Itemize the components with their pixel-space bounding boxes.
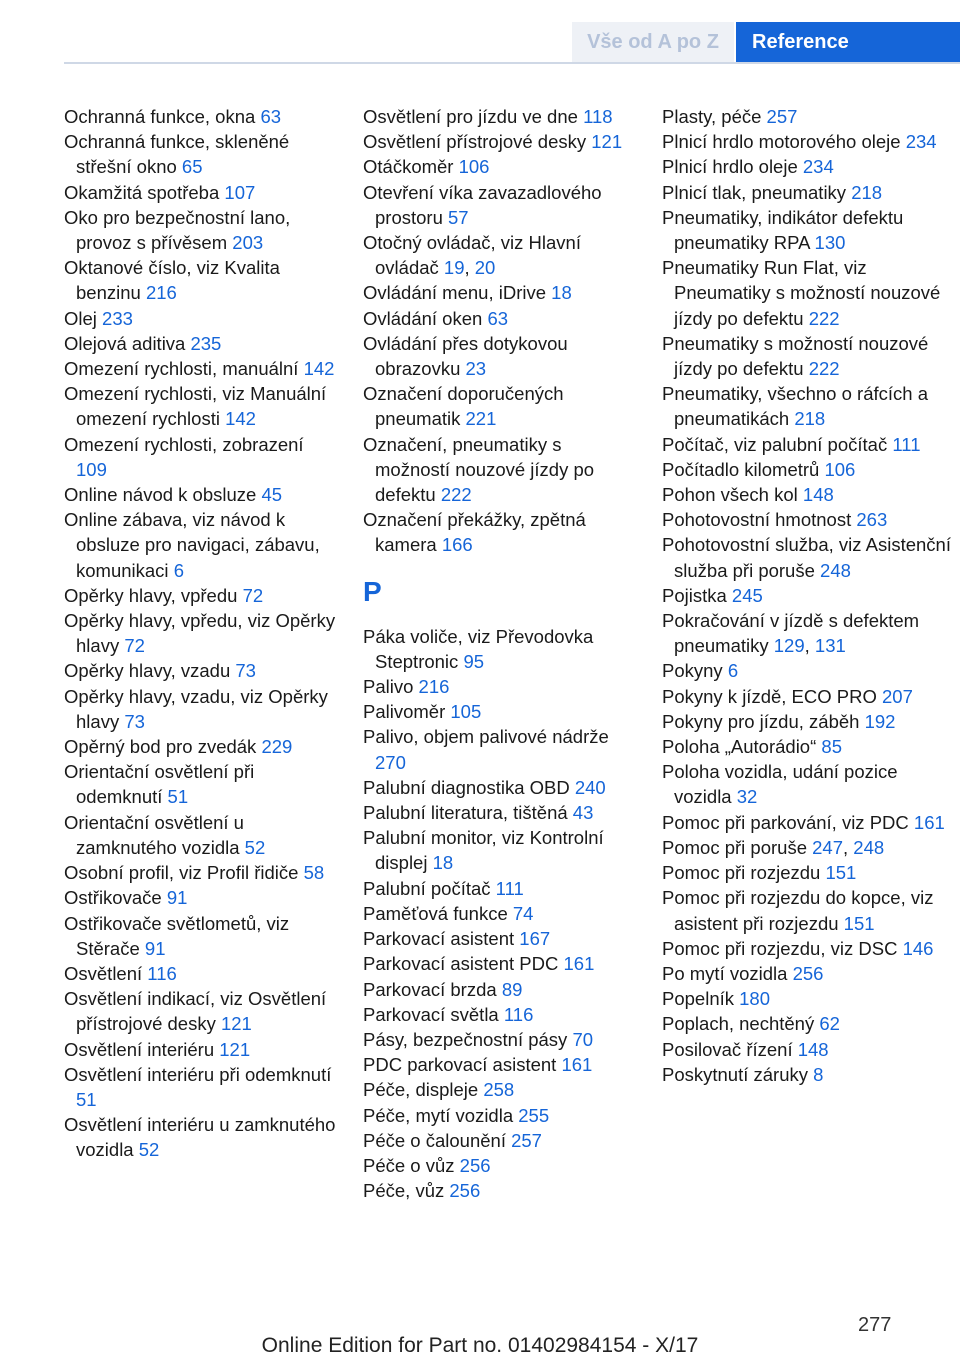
index-entry xyxy=(662,759,952,809)
index-entry-label: Pokračování v jízdě s defektem pneumatiky xyxy=(662,610,920,657)
page-link[interactable]: 151 xyxy=(843,912,875,934)
page-link[interactable]: 23 xyxy=(465,358,487,380)
index-entry-label: Označení doporučených pneumatik xyxy=(363,383,564,430)
index-entry xyxy=(363,951,635,976)
index-entry xyxy=(363,674,635,699)
index-entry-label: Ochranná funkce, skleněné střešní okno xyxy=(64,131,290,178)
page-link[interactable]: 222 xyxy=(808,307,840,329)
page-link[interactable]: 91 xyxy=(166,887,188,909)
index-entry-label: Ostřikovače světlometů, viz Stěrače xyxy=(64,912,290,959)
index-entry-label: Pomoc při poruše xyxy=(662,836,813,858)
index-entry-label: Osvětlení indikací, viz Osvětlení přístrojové desky xyxy=(64,988,327,1035)
index-entry-label: Palubní diagnostika OBD xyxy=(363,776,575,798)
index-entry xyxy=(64,180,336,205)
index-entry-label: Opěrky hlavy, vzadu xyxy=(64,660,236,682)
index-entry-label: Pokyny pro jízdu, záběh xyxy=(662,710,865,732)
page-link[interactable]: 51 xyxy=(76,1088,97,1110)
index-entry xyxy=(662,180,952,205)
page-link[interactable]: 95 xyxy=(463,650,485,672)
index-entry xyxy=(662,482,952,507)
page-link[interactable]: 91 xyxy=(144,937,166,959)
page-link[interactable]: 18 xyxy=(432,852,454,874)
page-link[interactable]: 70 xyxy=(572,1028,594,1050)
index-entry-label: Osvětlení interiéru při odemknutí xyxy=(64,1063,332,1085)
index-entry-label: Pomoc při rozjezdu do kopce, viz asistent při rozjezdu xyxy=(662,887,934,934)
page-link[interactable]: 19 xyxy=(443,257,465,279)
page-link[interactable]: 257 xyxy=(511,1129,542,1151)
index-entry xyxy=(363,825,635,875)
page-link[interactable]: 89 xyxy=(501,978,523,1000)
index-entry-label: Palubní počítač xyxy=(363,877,496,899)
index-entry xyxy=(64,885,336,910)
index-entry xyxy=(662,205,952,255)
index-entry xyxy=(363,331,635,381)
page-link[interactable]: 58 xyxy=(303,862,325,884)
index-entry xyxy=(363,724,635,774)
index-entry-label: Osvětlení přístrojové desky xyxy=(363,131,592,153)
index-entry xyxy=(662,129,952,154)
index-entry xyxy=(363,800,635,825)
index-entry-label: Orientační osvětlení u zamknutého vozidla xyxy=(64,811,245,858)
page-link[interactable]: 161 xyxy=(563,953,595,975)
index-entry-label: Po mytí vozidla xyxy=(662,962,793,984)
index-entry-label: Parkovací brzda xyxy=(363,978,502,1000)
page-link[interactable]: 148 xyxy=(802,484,834,506)
index-entry xyxy=(64,961,336,986)
page-link[interactable]: 131 xyxy=(814,635,846,657)
index-entry-label: Otočný ovládač, viz Hlavní ovládač xyxy=(363,232,581,279)
page-link[interactable]: 256 xyxy=(792,962,824,984)
page-link[interactable]: 258 xyxy=(483,1079,515,1101)
page-link[interactable]: 161 xyxy=(913,811,945,833)
index-entry xyxy=(64,381,336,431)
index-entry-label: Osvětlení xyxy=(64,962,148,984)
index-entry xyxy=(662,381,952,431)
index-entry xyxy=(662,432,952,457)
page-link[interactable]: 111 xyxy=(892,433,921,455)
page-link[interactable]: 129 xyxy=(773,635,805,657)
page-link[interactable]: 6 xyxy=(727,660,739,682)
index-entry xyxy=(363,1178,635,1203)
page-link[interactable]: 203 xyxy=(232,232,264,254)
index-entry xyxy=(662,255,952,331)
index-entry xyxy=(662,986,952,1011)
page-link[interactable]: 221 xyxy=(465,408,497,430)
page-link[interactable]: 32 xyxy=(736,786,758,808)
index-entry xyxy=(64,255,336,305)
index-entry-label: Opěrky hlavy, vpředu, viz Opěrky hlavy xyxy=(64,610,336,657)
index-entry-label: Opěrky hlavy, vzadu, viz Opěrky hlavy xyxy=(64,685,328,732)
index-entry xyxy=(363,1103,635,1128)
index-entry-label: Osobní profil, viz Profil řidiče xyxy=(64,862,304,884)
page-link[interactable]: 270 xyxy=(375,751,406,773)
page-link[interactable]: 256 xyxy=(449,1180,481,1202)
index-entry xyxy=(64,507,336,583)
page-link[interactable]: 245 xyxy=(731,584,763,606)
index-entry xyxy=(363,381,635,431)
page-link[interactable]: 74 xyxy=(512,902,534,924)
index-entry xyxy=(662,154,952,179)
page-link[interactable]: 218 xyxy=(851,181,883,203)
index-entry-label: Pohotovostní služba, viz Asistenční služba při poruše xyxy=(662,534,951,581)
page-link[interactable]: 6 xyxy=(173,559,184,581)
index-entry-label: Paměťová funkce xyxy=(363,902,513,924)
page-link[interactable]: 52 xyxy=(244,836,266,858)
page-link[interactable]: 8 xyxy=(813,1063,824,1085)
index-entry xyxy=(662,583,952,608)
index-entry-label: Omezení rychlosti, manuální xyxy=(64,358,304,380)
index-entry: Otočný ovládač, viz Hlavní ovládač 19, 20 xyxy=(363,232,581,279)
index-column-3 xyxy=(662,104,952,1087)
index-entry xyxy=(64,759,336,809)
page-link[interactable]: 73 xyxy=(124,710,145,732)
page-link[interactable]: 229 xyxy=(261,736,293,758)
index-entry-label: Parkovací světla xyxy=(363,1003,504,1025)
index-entry-label: Plasty, péče xyxy=(662,106,767,127)
index-entry-label: Poloha „Autorádio“ xyxy=(662,736,822,758)
index-entry-label: Plnicí hrdlo oleje xyxy=(662,156,803,178)
index-entry-label: Osvětlení interiéru u zamknutého vozidla xyxy=(64,1114,336,1161)
index-entry-label: Osvětlení interiéru xyxy=(64,1038,220,1060)
page-link[interactable]: 248 xyxy=(853,836,885,858)
page-link[interactable]: 63 xyxy=(260,106,282,127)
index-entry-label: Pokyny xyxy=(662,660,728,682)
page-link[interactable]: 20 xyxy=(474,257,496,279)
page-link[interactable]: 62 xyxy=(819,1013,840,1035)
index-entry xyxy=(64,608,336,658)
page-link[interactable]: 121 xyxy=(219,1038,251,1060)
page-link[interactable]: 257 xyxy=(766,106,798,127)
index-entry-label: Otevření víka zavazadlového prostoru xyxy=(363,181,602,228)
page-link[interactable]: 180 xyxy=(739,988,771,1010)
page-link[interactable]: 218 xyxy=(794,408,826,430)
index-entry xyxy=(363,1002,635,1027)
tab-reference[interactable]: Reference xyxy=(736,22,960,62)
index-entry-label: Péče o čalounění xyxy=(363,1129,512,1151)
index-entry-label: Parkovací asistent PDC xyxy=(363,953,564,975)
index-entry-label: Plnicí hrdlo motorového oleje xyxy=(662,131,906,153)
page-link[interactable]: 43 xyxy=(572,802,594,824)
page-link[interactable]: 263 xyxy=(856,509,888,531)
index-entry-label: Páka voliče, viz Převodovka Steptronic xyxy=(363,625,594,672)
index-entry xyxy=(64,1062,336,1112)
page-link[interactable]: 234 xyxy=(802,156,834,178)
index-entry-label: Pomoc při rozjezdu, viz DSC xyxy=(662,937,903,959)
page-link[interactable]: 166 xyxy=(441,534,473,556)
page-link[interactable]: 142 xyxy=(303,358,335,380)
index-entry xyxy=(363,1128,635,1153)
index-entry-label: Parkovací asistent xyxy=(363,928,520,950)
page-link[interactable]: 240 xyxy=(574,776,606,798)
index-entry xyxy=(363,1052,635,1077)
page-link[interactable]: 52 xyxy=(138,1139,160,1161)
page-link[interactable]: 247 xyxy=(812,836,843,858)
index-entry xyxy=(662,860,952,885)
page-link[interactable]: 255 xyxy=(518,1104,550,1126)
page-link[interactable]: 234 xyxy=(905,131,937,153)
page-link[interactable]: 148 xyxy=(797,1038,829,1060)
page-link[interactable]: 107 xyxy=(224,181,256,203)
index-entry xyxy=(662,961,952,986)
header-rule xyxy=(64,62,960,64)
index-entry-label: Pneumatiky, indikátor defektu pneumatiky RPA xyxy=(662,206,904,254)
index-entry-label: Péče o vůz xyxy=(363,1154,460,1176)
section-letter: P xyxy=(363,575,382,607)
page-link[interactable]: 65 xyxy=(181,156,203,178)
index-entry xyxy=(662,104,952,129)
index-entry xyxy=(363,432,635,508)
index-entry xyxy=(64,658,336,683)
footer-edition: Online Edition for Part no. 01402984154 - X/17 xyxy=(261,1334,699,1357)
index-entry-label: Označení, pneumatiky s možností nouzové jízdy po defektu xyxy=(363,433,595,506)
index-entry xyxy=(662,507,952,532)
index-entry xyxy=(363,104,635,129)
page-link[interactable]: 51 xyxy=(167,786,189,808)
index-entry-label: Pojistka xyxy=(662,584,732,606)
page-link[interactable]: 146 xyxy=(902,937,934,959)
page-link[interactable]: 142 xyxy=(225,408,256,430)
index-entry-label: Online zábava, viz návod k obsluze pro navigaci, zábavu, komunikaci xyxy=(64,509,320,581)
page-link[interactable]: 161 xyxy=(561,1054,593,1076)
index-entry xyxy=(363,180,635,230)
index-entry xyxy=(64,684,336,734)
index-entry xyxy=(363,926,635,951)
index-entry-label: Opěrný bod pro zvedák xyxy=(64,736,262,758)
page-link[interactable]: 18 xyxy=(551,282,572,304)
index-entry-label: Palubní literatura, tištěná xyxy=(363,802,573,824)
index-entry xyxy=(64,432,336,482)
index-entry xyxy=(662,734,952,759)
index-entry xyxy=(662,457,952,482)
index-entry xyxy=(662,885,952,935)
index-entry xyxy=(64,810,336,860)
index-entry xyxy=(363,1077,635,1102)
index-entry xyxy=(363,280,635,305)
index-entry xyxy=(363,876,635,901)
index-entry xyxy=(363,306,635,331)
page-link[interactable]: 85 xyxy=(821,736,842,758)
page-link[interactable]: 109 xyxy=(76,458,107,480)
index-entry-label: Počítač, viz palubní počítač xyxy=(662,433,893,455)
index-entry xyxy=(64,986,336,1036)
page-link[interactable]: 233 xyxy=(102,307,133,329)
index-entry xyxy=(363,154,635,179)
index-entry-label: Osvětlení pro jízdu ve dne xyxy=(363,106,584,127)
index-entry xyxy=(64,331,336,356)
index-entry-label: Ovládání přes dotykovou obrazovku xyxy=(363,332,568,380)
index-entry xyxy=(662,684,952,709)
page-link[interactable]: 222 xyxy=(440,484,472,506)
index-entry xyxy=(64,205,336,255)
index-entry-label: Olej xyxy=(64,307,103,329)
page-link[interactable]: 111 xyxy=(495,877,524,899)
index-entry-label: Poplach, nechtěný xyxy=(662,1013,820,1035)
index-entry xyxy=(662,532,952,582)
index-entry-label: Péče, mytí vozidla xyxy=(363,1104,519,1126)
page-link[interactable]: 63 xyxy=(487,307,509,329)
index-entry-label: Pohotovostní hmotnost xyxy=(662,509,857,531)
index-entry-label: Oktanové číslo, viz Kvalita benzinu xyxy=(64,257,280,304)
index-entry-label: Pásy, bezpečnostní pásy xyxy=(363,1028,573,1050)
page-link[interactable]: 216 xyxy=(145,282,177,304)
index-entry xyxy=(363,624,635,674)
index-entry-label: Počítadlo kilometrů xyxy=(662,458,825,480)
index-entry xyxy=(363,1153,635,1178)
index-entry: Pomoc při poruše 247, 248 xyxy=(662,836,885,858)
index-entry xyxy=(64,911,336,961)
index-entry-label: Otáčkoměr xyxy=(363,156,459,178)
index-entry xyxy=(64,734,336,759)
index-entry xyxy=(662,810,952,835)
index-entry-label: Péče, vůz xyxy=(363,1180,450,1202)
index-entry-label: Ochranná funkce, okna xyxy=(64,106,261,127)
index-entry-label: Ovládání menu, iDrive xyxy=(363,282,552,304)
index-entry-label: Ostřikovače xyxy=(64,887,167,909)
index-entry xyxy=(363,129,635,154)
index-entry-label: Opěrky hlavy, vpředu xyxy=(64,584,243,606)
index-entry xyxy=(64,482,336,507)
page-link[interactable]: 248 xyxy=(820,559,851,581)
page-link[interactable]: 118 xyxy=(583,106,613,127)
index-entry-label: Online návod k obsluze xyxy=(64,484,262,506)
index-entry-label: Označení překážky, zpětná kamera xyxy=(363,509,586,556)
index-entry xyxy=(363,977,635,1002)
index-entry-label: Popelník xyxy=(662,988,740,1010)
index-entry xyxy=(662,1062,952,1087)
index-entry-label: Oko pro bezpečnostní lano, provoz s přívěsem xyxy=(64,206,291,254)
index-column-1 xyxy=(64,104,336,1163)
index-entry-label: Pneumatiky, všechno o ráfcích a pneumatikách xyxy=(662,383,928,430)
page-link[interactable]: 167 xyxy=(519,928,551,950)
index-entry-label: Palubní monitor, viz Kontrolní displej xyxy=(363,827,604,874)
page-link[interactable]: 116 xyxy=(147,962,177,984)
index-entry-label: Palivo, objem palivové nádrže xyxy=(363,726,609,748)
page-link[interactable]: 192 xyxy=(864,710,896,732)
index-entry-label: Plnicí tlak, pneumatiky xyxy=(662,181,852,203)
page-header xyxy=(0,0,960,64)
page-link[interactable]: 72 xyxy=(124,635,145,657)
page-link[interactable]: 256 xyxy=(459,1154,491,1176)
index-entry-label: Okamžitá spotřeba xyxy=(64,181,225,203)
index-entry xyxy=(363,901,635,926)
index-entry xyxy=(662,658,952,683)
index-entry xyxy=(64,129,336,179)
index-entry xyxy=(363,775,635,800)
index-column-2 xyxy=(363,104,635,1203)
index-entry-label: Omezení rychlosti, zobrazení xyxy=(64,433,304,455)
page-link[interactable]: 130 xyxy=(814,232,846,254)
index-entry xyxy=(662,936,952,961)
index-entry xyxy=(64,306,336,331)
page-link[interactable]: 73 xyxy=(235,660,256,682)
index-entry-label: Olejová aditiva xyxy=(64,332,191,354)
index-entry-label: Posilovač řízení xyxy=(662,1038,798,1060)
index-entry xyxy=(64,1112,336,1162)
page-link[interactable]: 105 xyxy=(450,701,482,723)
tab-section[interactable]: Vše od A po Z xyxy=(572,22,734,62)
index-entry-label: Pokyny k jízdě, ECO PRO xyxy=(662,685,883,707)
index-entry-label: Poloha vozidla, udání pozice vozidla xyxy=(662,761,898,808)
index-entry-label: Pohon všech kol xyxy=(662,484,803,506)
page-link[interactable]: 235 xyxy=(190,332,222,354)
index-entry-label: Palivoměr xyxy=(363,701,451,723)
index-entry xyxy=(64,104,336,129)
index-entry-label: Péče, displeje xyxy=(363,1079,484,1101)
index-entry-label: Ovládání oken xyxy=(363,307,488,329)
index-entry-label: Orientační osvětlení při odemknutí xyxy=(64,761,255,808)
page-link[interactable]: 106 xyxy=(458,156,490,178)
page-link[interactable]: 57 xyxy=(448,206,469,228)
index-entry xyxy=(363,1027,635,1052)
index-entry xyxy=(662,709,952,734)
index-entry xyxy=(64,583,336,608)
index-entry xyxy=(64,860,336,885)
page-link[interactable]: 222 xyxy=(808,358,840,380)
page-number: 277 xyxy=(858,1314,892,1336)
page-link[interactable]: 121 xyxy=(591,131,623,153)
page-link[interactable]: 72 xyxy=(242,584,264,606)
index-entry-label: PDC parkovací asistent xyxy=(363,1054,562,1076)
page-link[interactable]: 151 xyxy=(825,862,857,884)
page-link[interactable]: 216 xyxy=(418,676,450,698)
page-link[interactable]: 45 xyxy=(261,484,283,506)
index-entry xyxy=(64,1037,336,1062)
index-entry xyxy=(662,1011,952,1036)
page-link[interactable]: 116 xyxy=(503,1003,534,1025)
page-link[interactable]: 207 xyxy=(882,685,913,707)
page-link[interactable]: 121 xyxy=(220,1013,252,1035)
index-entry-label: Pneumatiky Run Flat, viz Pneumatiky s možností nouzové jízdy po defektu xyxy=(662,257,941,329)
index-entry xyxy=(64,356,336,381)
index-entry xyxy=(363,507,635,557)
index-entry-label: Omezení rychlosti, viz Manuální omezení rychlosti xyxy=(64,383,327,430)
index-entry-label: Palivo xyxy=(363,676,419,698)
index-entry xyxy=(662,331,952,381)
index-entry xyxy=(363,699,635,724)
index-entry-label: Pneumatiky s možností nouzové jízdy po defektu xyxy=(662,332,929,380)
index-entry xyxy=(662,1037,952,1062)
index-entry-label: Pomoc při parkování, viz PDC xyxy=(662,811,914,833)
page-link[interactable]: 106 xyxy=(824,458,856,480)
index-entry-label: Poskytnutí záruky xyxy=(662,1063,814,1085)
index-entry-label: Pomoc při rozjezdu xyxy=(662,862,826,884)
index-entry: Pokračování v jízdě s defektem pneumatiky 129, 131 xyxy=(662,610,920,657)
